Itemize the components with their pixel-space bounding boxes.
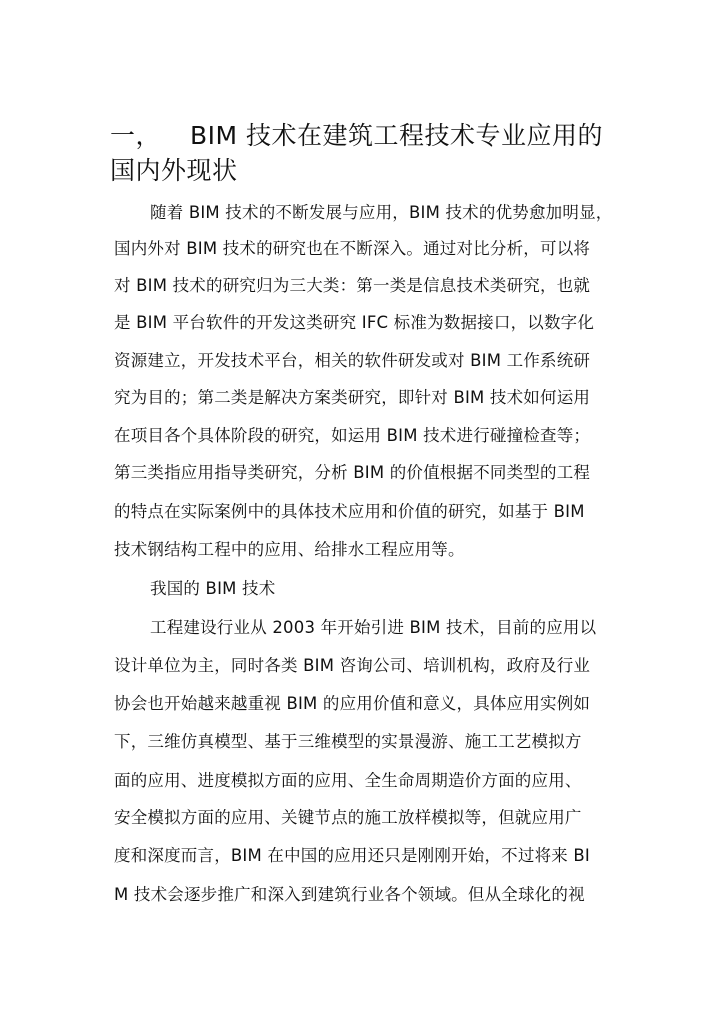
paragraph-1-line: 第三类指应用指导类研究，分析 BIM 的价值根据不同类型的工程 — [114, 463, 591, 482]
paragraph-2-line: 度和深度而言，BIM 在中国的应用还只是刚刚开始，不过将来 BI — [114, 846, 590, 865]
heading-line-2: 国内外现状 — [110, 156, 238, 185]
paragraph-1-line: 随着 BIM 技术的不断发展与应用，BIM 技术的优势愈加明显， — [150, 203, 613, 222]
paragraph-1-line: 技术钢结构工程中的应用、给排水工程应用等。 — [114, 540, 465, 559]
heading-number: 一， — [110, 121, 162, 150]
paragraph-1-line: 是 BIM 平台软件的开发这类研究 IFC 标准为数据接口，以数字化 — [114, 313, 595, 332]
paragraph-2-line: M 技术会逐步推广和深入到建筑行业各个领域。但从全球化的视 — [114, 885, 585, 904]
paragraph-2-line: 面的应用、进度模拟方面的应用、全生命周期造价方面的应用、 — [114, 771, 582, 790]
paragraph-2-line: 下，三维仿真模型、基于三维模型的实景漫游、施工工艺模拟方 — [114, 732, 582, 751]
paragraph-1-line: 资源建立，开发技术平台，相关的软件研发或对 BIM 工作系统研 — [114, 351, 591, 370]
paragraph-2-line: 协会也开始越来越重视 BIM 的应用价值和意义，具体应用实例如 — [114, 694, 591, 713]
paragraph-1-line: 的特点在实际案例中的具体技术应用和价值的研究，如基于 BIM — [114, 502, 585, 521]
paragraph-2-line: 工程建设行业从 2003 年开始引进 BIM 技术，目前的应用以 — [150, 618, 597, 637]
paragraph-1-line: 对 BIM 技术的研究归为三大类：第一类是信息技术类研究，也就 — [114, 276, 591, 295]
heading-title-part-1: BIM 技术在建筑工程技术专业应用的 — [190, 121, 604, 150]
paragraph-1-line: 在项目各个具体阶段的研究，如运用 BIM 技术进行碰撞检查等； — [114, 426, 591, 445]
subheading: 我国的 BIM 技术 — [150, 579, 276, 598]
paragraph-1-line: 究为目的；第二类是解决方案类研究，即针对 BIM 技术如何运用 — [114, 388, 591, 407]
paragraph-2-line: 安全模拟方面的应用、关键节点的施工放样模拟等，但就应用广 — [114, 808, 582, 827]
paragraph-2-line: 设计单位为主，同时各类 BIM 咨询公司、培训机构，政府及行业 — [114, 656, 591, 675]
paragraph-1-line: 国内外对 BIM 技术的研究也在不断深入。通过对比分析，可以将 — [114, 239, 591, 258]
